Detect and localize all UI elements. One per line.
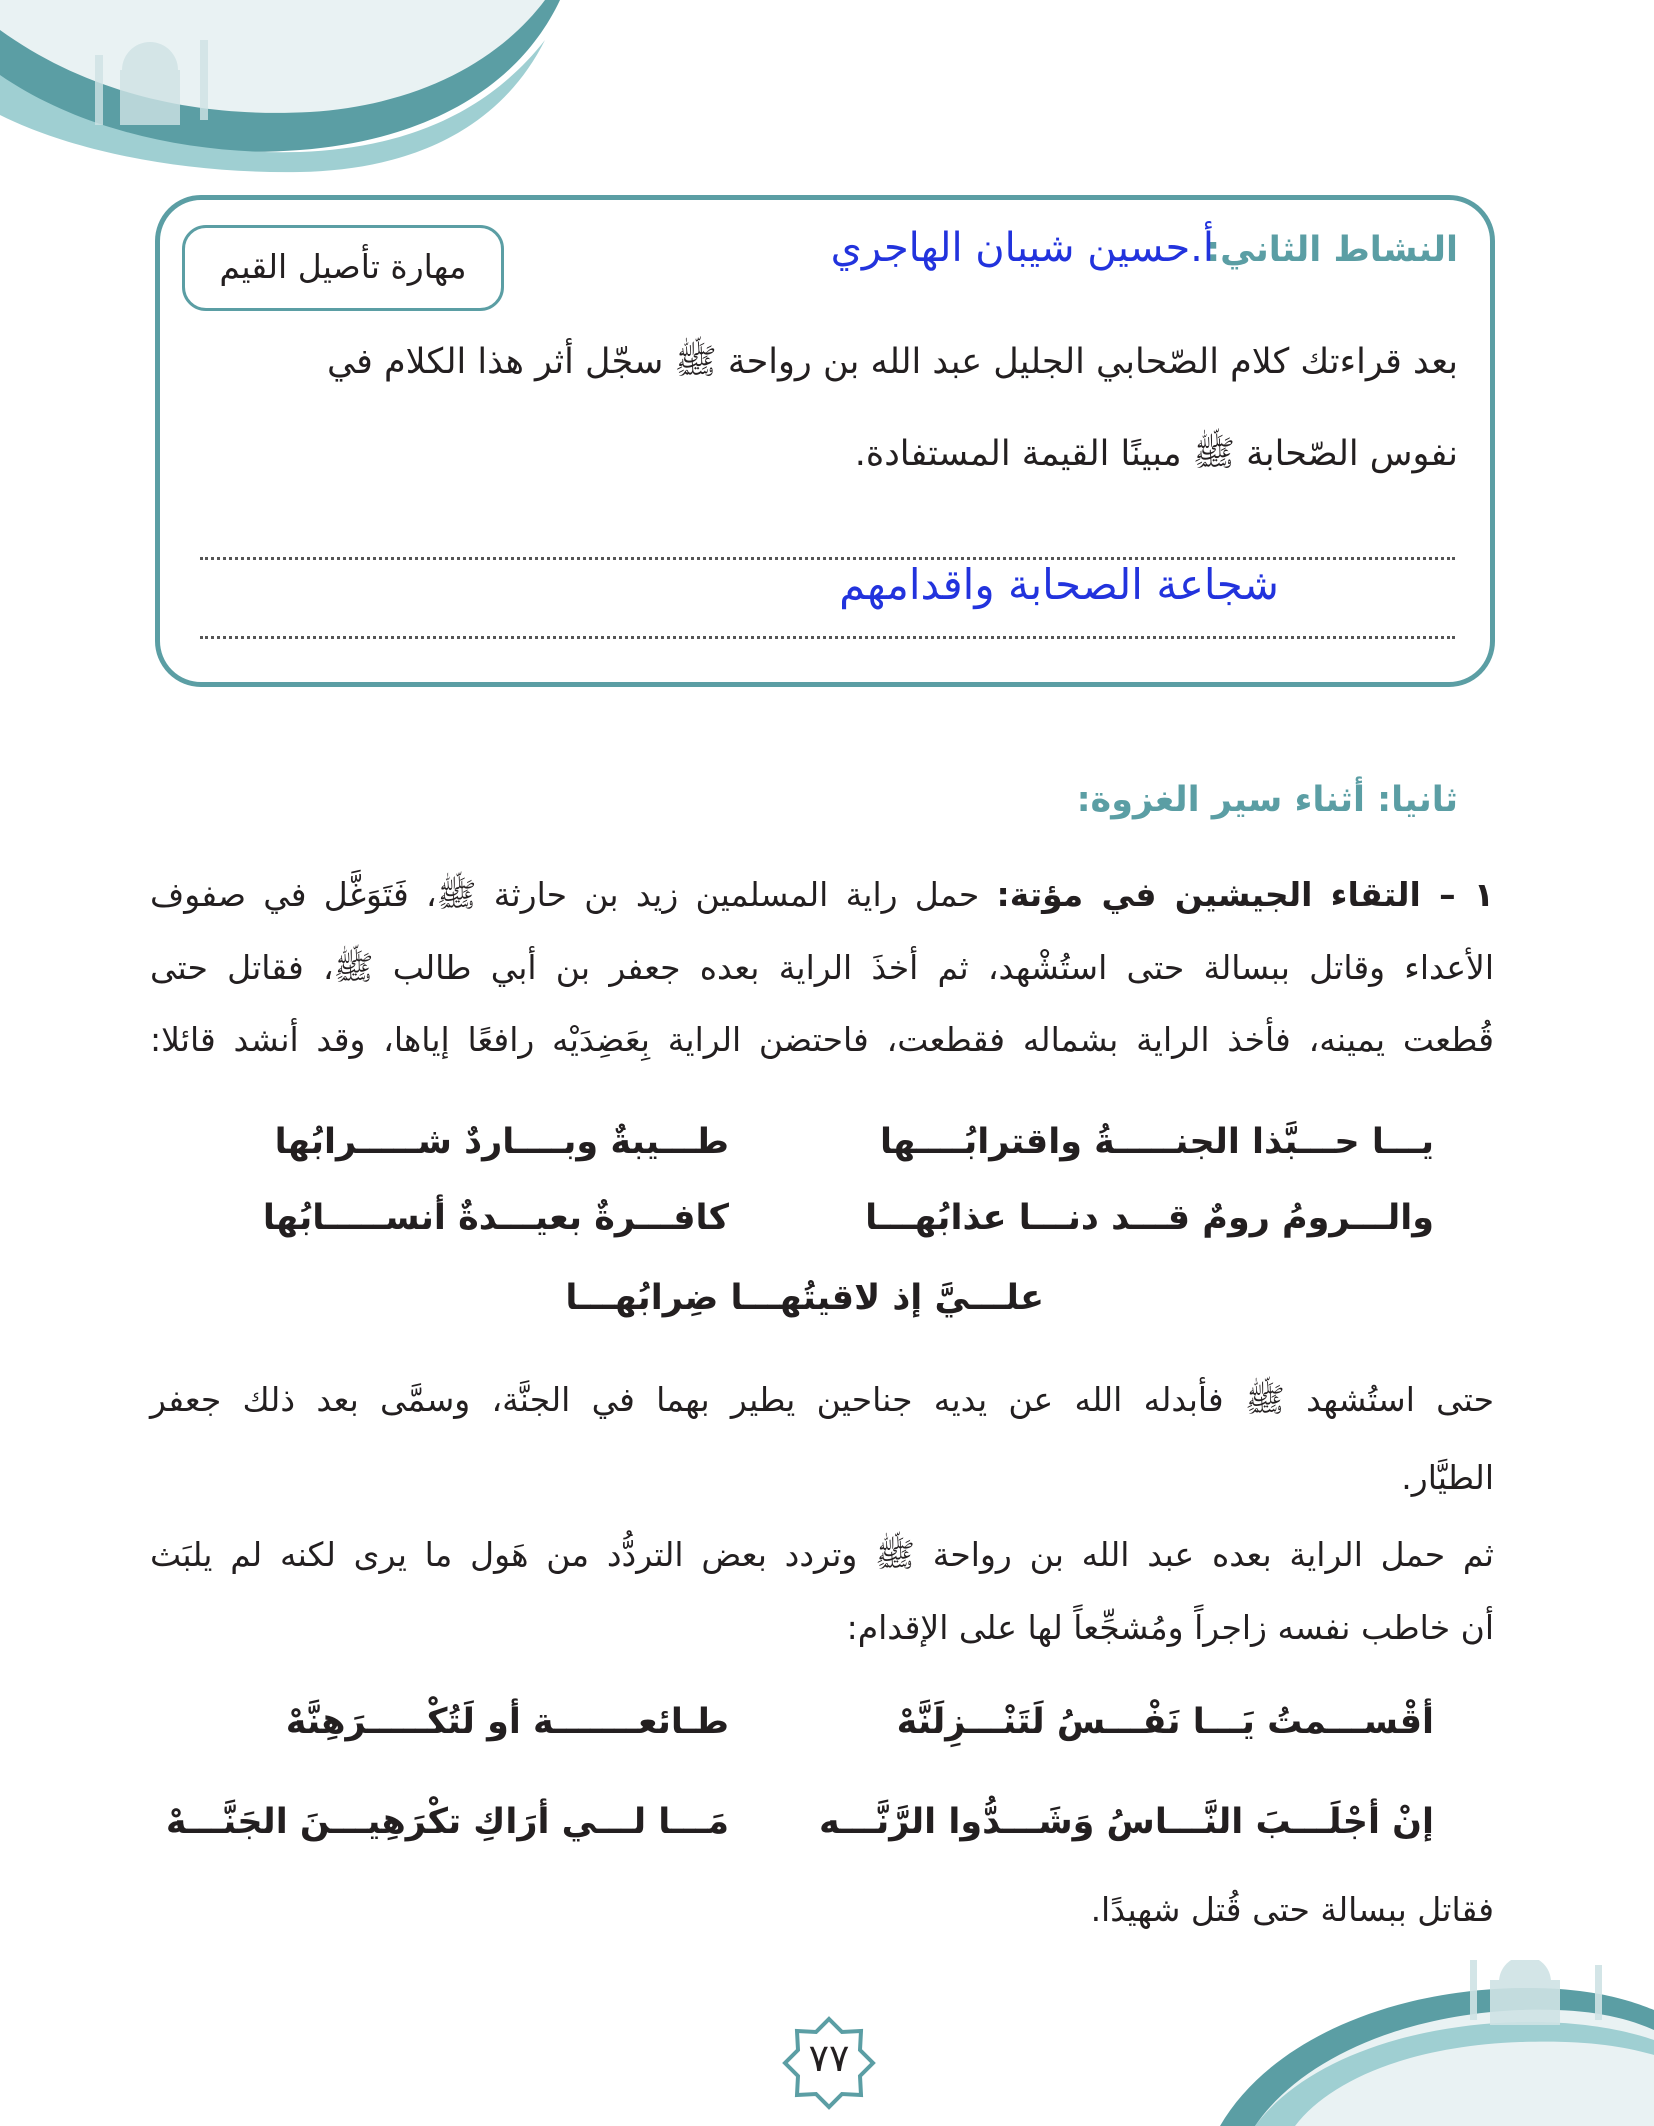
- activity-label: النشاط الثاني:: [1206, 230, 1458, 270]
- poem-1-verse-1-left: طـــيبةٌ وبــــاردٌ شـــــرابُها: [274, 1122, 729, 1162]
- poem-1-verse-1-right: يـــا حـــبَّذا الجنـــــةُ واقترابُــــها: [879, 1122, 1434, 1162]
- poem-1-verse-2-right: والـــرومُ رومٌ قـــد دنـــا عذابُهـــا: [865, 1198, 1434, 1238]
- paragraph-3-line-1: ثم حمل الراية بعده عبد الله بن رواحة ﷺ وتردد بعض التردُّد من هَول ما يرى لكنه لم يلبَث: [150, 1535, 1494, 1574]
- activity-answer[interactable]: شجاعة الصحابة واقدامهم: [839, 560, 1279, 609]
- paragraph-1-line-3: قُطعت يمينه، فأخذ الراية بشماله فقطعت، فاحتضن الراية بِعَضِدَيْه رافعًا إياها، وقد أنشد قائلا:: [150, 1020, 1494, 1059]
- page-number: ٧٧: [808, 2036, 850, 2080]
- activity-prompt-line-2: نفوس الصّحابة ﷺ مبينًا القيمة المستفادة.: [854, 434, 1458, 474]
- poem-2-verse-1-left: طـائعـــــــة أو لَتُكْـــــرَهِنَّهْ: [285, 1702, 729, 1742]
- poem-2-verse-2-left: مَـــا لـــي أرَاكِ تكْرَهِيـــنَ الجَنَّـــهْ: [165, 1802, 729, 1842]
- paragraph-1-line-1: [150, 875, 1494, 923]
- answer-dotted-line-2: [200, 636, 1455, 639]
- activity-prompt-line-1: بعد قراءتك كلام الصّحابي الجليل عبد الله بن رواحة ﷺ سجّل أثر هذا الكلام في: [326, 342, 1458, 382]
- paragraph-2-line-2: الطيَّار.: [1401, 1458, 1494, 1497]
- poem-1-verse-2-left: كافـــرةٌ بعيـــدةٌ أنســـــابُها: [262, 1198, 729, 1238]
- poem-2-verse-1-right: أقْســـمتُ يَـــا نَفْـــسُ لَتَنْـــزِلَنَّهْ: [896, 1702, 1434, 1742]
- paragraph-1-line-2: الأعداء وقاتل ببسالة حتى استُشْهد، ثم أخذَ الراية بعده جعفر بن أبي طالب ﷺ، فقاتل حتى: [150, 948, 1494, 987]
- skill-badge: مهارة تأصيل القيم: [182, 225, 504, 311]
- footer-decoration: [1200, 1960, 1654, 2126]
- section-heading: ثانيا: أثناء سير الغزوة:: [1076, 780, 1458, 820]
- paragraph-1-title: ١ – التقاء الجيشين في مؤتة:: [996, 875, 1494, 914]
- paragraph-3-line-2: أن خاطب نفسه زاجراً ومُشجِّعاً لها على الإقدام:: [846, 1608, 1494, 1647]
- paragraph-2-line-1: حتى استُشهد ﷺ فأبدله الله عن يديه جناحين يطير بهما في الجنَّة، وسمَّى بعد ذلك جعفر: [150, 1380, 1494, 1419]
- poem-1-closing-verse: علـــيَّ إذ لاقيتُهـــا ضِرابُهـــا: [565, 1278, 1044, 1318]
- poem-2-verse-2-right: إنْ أجْلَـــبَ النَّـــاسُ وَشَـــدُّوا الرَّنَّـــه: [818, 1802, 1434, 1842]
- teacher-name: أ.حسين شيبان الهاجري: [830, 225, 1214, 271]
- header-decoration: [0, 0, 560, 175]
- paragraph-4: فقاتل ببسالة حتى قُتل شهيدًا.: [1090, 1890, 1494, 1929]
- paragraph-1-line-1-text: حمل راية المسلمين زيد بن حارثة ﷺ، فَتَوَغَّل في صفوف: [150, 875, 980, 914]
